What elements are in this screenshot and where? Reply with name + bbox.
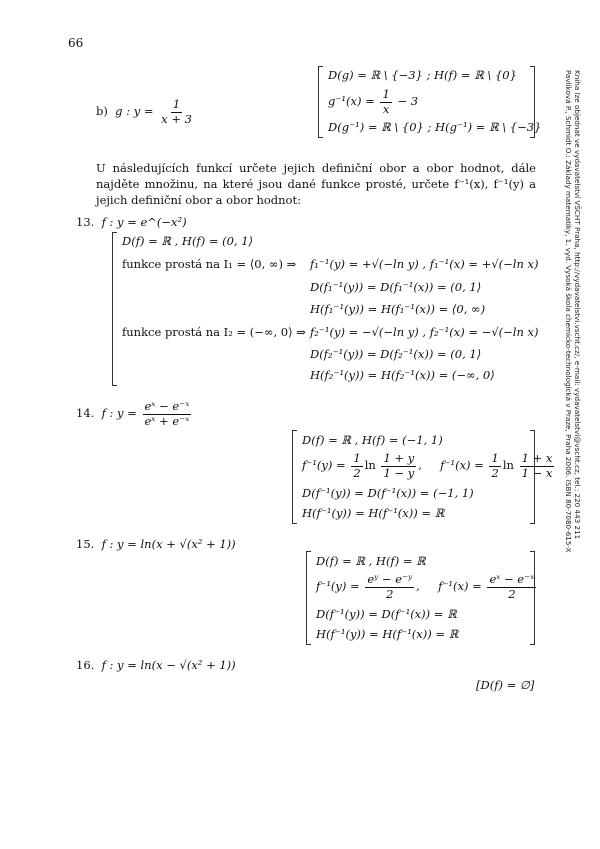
problem-15-definition: f : y = ln(x + √(x² + 1)) — [101, 537, 236, 551]
problem-14-row-4: H(f⁻¹(y)) = H(f⁻¹(x)) = ℝ — [302, 506, 445, 520]
problem-14-inverse-x-lhs: f⁻¹(x) = — [440, 458, 484, 472]
side-note-line2: Kniha lze objednat ve vydavatelství VŠCHT Praha, http://vydavatelstvi.vscht.cz/, e-mail: vydavatelstvi@vscht.cz, tel.: 220 443 211 — [573, 70, 582, 540]
page-number: 66 — [68, 36, 84, 50]
problem-14-inverse-x-num: 1 + x — [521, 451, 553, 466]
problem-14-comma: , — [418, 458, 422, 472]
problem-14-half-1 — [351, 452, 362, 479]
problem-14-numerator: eˣ − e⁻ˣ — [144, 399, 190, 414]
problem-15-comma: , — [416, 579, 420, 593]
item-b-definition — [96, 96, 196, 126]
item-b-fraction — [159, 98, 194, 125]
problem-14-inverse-x-den: 1 − x — [521, 465, 553, 480]
problem-14-header — [76, 398, 193, 428]
problem-13-bracket — [112, 232, 117, 386]
problem-15-bracket-left — [306, 551, 311, 645]
problem-14-inverse-x-frac — [520, 452, 555, 479]
problem-15-row-3: D(f⁻¹(y)) = D(f⁻¹(x)) = ℝ — [316, 607, 457, 621]
intro-paragraph: U následujících funkcí určete jejich definiční obor a obor hodnot, dále najděte množinu, na které jsou dané funkce prosté, určete f⁻¹(x), f⁻¹(y) a jejich definiční obor a obor hodnot: — [96, 161, 536, 207]
problem-14-lhs: f : y = — [101, 406, 137, 420]
problem-15-number: 15. — [76, 537, 95, 551]
problem-13-row-2a: funkce prostá na I₁ = ⟨0, ∞) ⇒ — [122, 257, 297, 271]
problem-14-denominator: eˣ + e⁻ˣ — [144, 413, 190, 428]
item-b-bracket-left — [318, 66, 323, 138]
problem-14-ln-1: ln — [364, 458, 376, 472]
item-b-label: b) — [96, 104, 108, 118]
problem-14-half-1-den: 2 — [353, 465, 361, 480]
problem-13-row-1: D(f) = ℝ , H(f) = (0, 1⟩ — [122, 234, 254, 248]
problem-13-row-4: H(f₁⁻¹(y)) = H(f₁⁻¹(x)) = ⟨0, ∞) — [310, 302, 486, 316]
problem-14-half-2-den: 2 — [491, 465, 499, 480]
item-b-result-1: D(g) = ℝ \ {−3} ; H(f) = ℝ \ {0} — [328, 68, 517, 82]
problem-15-row-2 — [316, 569, 538, 603]
problem-13-number: 13. — [76, 215, 95, 229]
problem-15-inverse-y-num: eʸ − e⁻ʸ — [367, 572, 413, 587]
problem-13-row-3: D(f₁⁻¹(y)) = D(f₁⁻¹(x)) = (0, 1⟩ — [310, 280, 482, 294]
problem-16-definition: f : y = ln(x − √(x² + 1)) — [101, 658, 236, 672]
problem-14-inverse-y-num: 1 + y — [383, 451, 415, 466]
problem-14-half-2-num: 1 — [491, 451, 499, 466]
problem-14-bracket-left — [292, 430, 297, 524]
item-b-result-3: D(g⁻¹) = ℝ \ {0} ; H(g⁻¹) = ℝ \ {−3} — [328, 120, 542, 134]
item-b-result-2 — [328, 86, 418, 116]
problem-13-row-7: H(f₂⁻¹(y)) = H(f₂⁻¹(x)) = (−∞, 0⟩ — [310, 368, 495, 382]
problem-15-inverse-y-den: 2 — [386, 586, 394, 601]
item-b-r2-lhs: g⁻¹(x) = — [328, 94, 375, 108]
problem-13-row-5b: f₂⁻¹(y) = −√(−ln y) , f₂⁻¹(x) = −√(−ln x) — [310, 325, 539, 339]
problem-14-number: 14. — [76, 406, 95, 420]
item-b-lhs: g : y = — [115, 104, 154, 118]
problem-14-inverse-y-den: 1 − y — [383, 465, 415, 480]
problem-14-row-3: D(f⁻¹(y)) = D(f⁻¹(x)) = (−1, 1) — [302, 486, 474, 500]
problem-14-row-1: D(f) = ℝ , H(f) = (−1, 1) — [302, 433, 443, 447]
problem-14-inverse-y-lhs: f⁻¹(y) = — [302, 458, 346, 472]
side-note-line1: Pavlíková P., Schmidt O.: Základy matematiky, 1. vyd. Vysoká škola chemicko-technologická v Praze, Praha 2006. ISBN 80-7080-615-X — [564, 70, 573, 553]
item-b-frac-num: 1 — [172, 97, 181, 112]
problem-15-row-4: H(f⁻¹(y)) = H(f⁻¹(x)) = ℝ — [316, 627, 459, 641]
problem-15-row-1: D(f) = ℝ , H(f) = ℝ — [316, 554, 426, 568]
problem-16-number: 16. — [76, 658, 95, 672]
problem-14-ln-2: ln — [502, 458, 514, 472]
problem-16-header — [76, 658, 236, 672]
item-b-r2-tail: − 3 — [397, 94, 419, 108]
item-b-r2-den: x — [382, 101, 390, 116]
problem-13-row-2b: f₁⁻¹(y) = +√(−ln y) , f₁⁻¹(x) = +√(−ln x) — [310, 257, 539, 271]
item-b-r2-num: 1 — [382, 87, 390, 102]
problem-14-inverse-y-frac — [381, 452, 416, 479]
item-b-r2-frac — [380, 88, 391, 115]
problem-14-row-2 — [302, 448, 556, 482]
problem-13-header — [76, 215, 187, 229]
item-b-frac-den: x + 3 — [161, 111, 192, 126]
problem-14-half-2 — [489, 452, 500, 479]
problem-15-inverse-x-den: 2 — [508, 586, 516, 601]
problem-15-inverse-x-num: eˣ − e⁻ˣ — [489, 572, 535, 587]
problem-15-inverse-y-lhs: f⁻¹(y) = — [316, 579, 360, 593]
problem-13-row-5a: funkce prostá na I₂ = (−∞, 0⟩ ⇒ — [122, 325, 306, 339]
problem-13-row-6: D(f₂⁻¹(y)) = D(f₂⁻¹(x)) = (0, 1⟩ — [310, 347, 482, 361]
problem-13-definition: f : y = e^(−x²) — [101, 215, 187, 229]
problem-14-fraction — [143, 400, 192, 427]
problem-15-inverse-x-frac — [487, 573, 536, 600]
side-note — [560, 70, 582, 570]
problem-15-header — [76, 537, 236, 551]
problem-14-half-1-num: 1 — [353, 451, 361, 466]
problem-15-inverse-x-lhs: f⁻¹(x) = — [438, 579, 482, 593]
problem-15-inverse-y-frac — [365, 573, 414, 600]
problem-16-answer: [D(f) = ∅] — [476, 678, 535, 692]
